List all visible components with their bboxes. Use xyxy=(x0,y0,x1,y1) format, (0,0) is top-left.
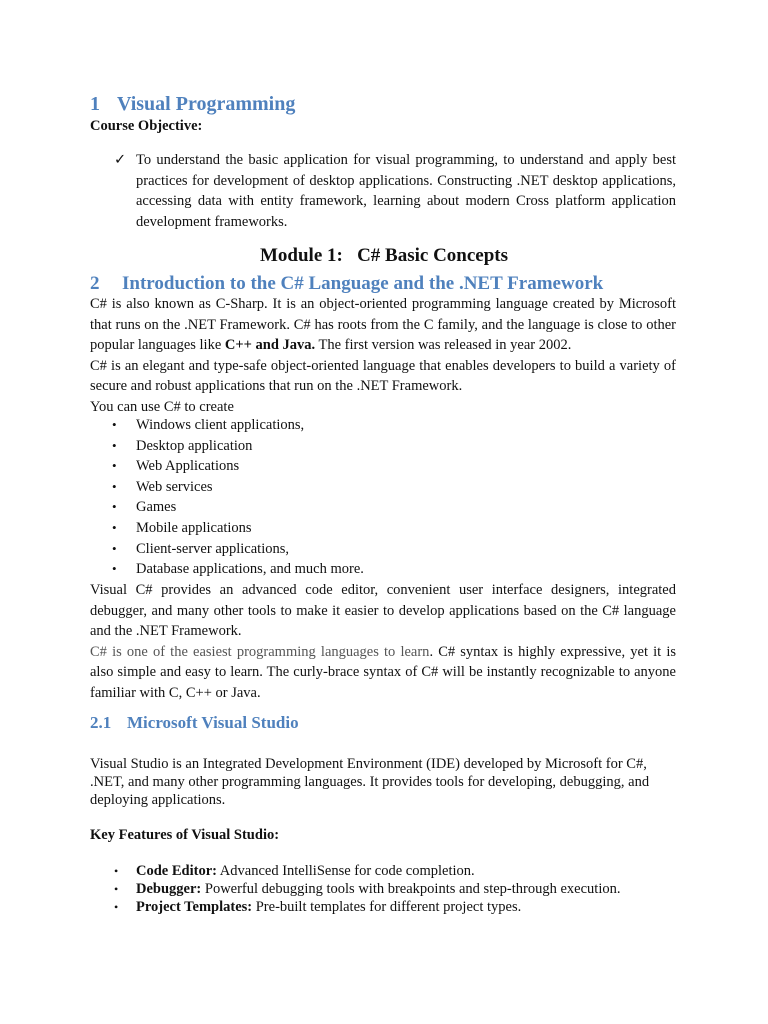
bullet-icon: • xyxy=(112,437,117,453)
course-objective-item xyxy=(114,150,676,232)
list-item: • Mobile applications xyxy=(90,518,676,539)
intro-text-part1: C# is also known as C-Sharp. It is an object-oriented programming language created by Microsoft that runs on the .NET Framework. C# has roots from the C family, and the language is close to other popular languages like xyxy=(90,296,676,353)
you-can-use-text: You can use C# to create xyxy=(90,398,234,415)
elegant-paragraph: C# is an elegant and type-safe object-oriented language that enables developers to build a variety of secure and robust applications that run on the .NET Framework. xyxy=(90,357,676,394)
key-features-title: Key Features of Visual Studio: xyxy=(90,827,280,843)
section-2-title: Introduction to the C# Language and the .NET Framework xyxy=(122,273,604,294)
feature-name: Code Editor: xyxy=(136,863,217,879)
list-item xyxy=(90,880,690,898)
easiest-rest-text: . C# syntax is highly expressive, yet it is also simple and easy to learn. The curly-brace syntax of C# will be instantly recognizable to anyone familiar with C, C++ or Java. xyxy=(90,643,676,701)
list-item xyxy=(90,898,690,916)
list-item: • Database applications, and much more. xyxy=(90,559,676,580)
bullet-icon: • xyxy=(112,458,117,474)
intro-text-part2: The first version was released in year 2002. xyxy=(315,337,572,353)
bullet-icon: • xyxy=(114,882,119,896)
section-1-number: 1 xyxy=(90,93,100,115)
feature-desc: Pre-built templates for different project types. xyxy=(252,899,522,915)
bullet-icon: • xyxy=(112,417,117,432)
easiest-paragraph xyxy=(90,642,676,704)
section-1-title: Visual Programming xyxy=(117,93,296,115)
list-item: • Client-server applications, xyxy=(90,539,676,560)
module-label: Module 1: xyxy=(259,245,343,266)
list-item xyxy=(90,862,690,880)
section-2-1-number: 2.1 xyxy=(90,713,112,732)
section-2-heading xyxy=(90,273,603,295)
course-objective-label: Course Objective: xyxy=(90,118,203,134)
section-2-number: 2 xyxy=(90,273,100,294)
feature-desc: Powerful debugging tools with breakpoints and step-through execution. xyxy=(201,881,621,897)
section-2-1-heading xyxy=(90,713,299,733)
feature-name: Project Templates: xyxy=(136,899,253,915)
bullet-icon: • xyxy=(114,864,119,878)
feature-desc: Advanced IntelliSense for code completion. xyxy=(216,863,475,879)
visual-studio-description: Visual Studio is an Integrated Development Environment (IDE) developed by Microsoft for C#, .NET, and many other programming languages. It provides tools for developing, debugging, and deploying applications. xyxy=(90,756,650,808)
bullet-icon: • xyxy=(112,478,117,494)
course-objective-text: To understand the basic application for visual programming, to understand and apply best practices for development of desktop applications. Constructing .NET desktop applications, accessing data with entity framework, learning about modern Cross platform application development frameworks. xyxy=(136,152,676,230)
intro-text-bold: C++ and Java. xyxy=(224,337,316,353)
intro-paragraph xyxy=(90,294,676,417)
easiest-gray-text: C# is one of the easiest programming languages to learn xyxy=(90,643,430,660)
uses-list xyxy=(90,415,676,580)
feature-name: Debugger: xyxy=(136,881,202,897)
module-title xyxy=(0,245,768,267)
features-list xyxy=(90,862,690,916)
bullet-icon: • xyxy=(112,519,117,535)
bullet-icon: • xyxy=(112,540,117,556)
list-item: • Web services xyxy=(90,477,676,498)
bullet-icon: • xyxy=(114,900,119,914)
section-2-1-title: Microsoft Visual Studio xyxy=(127,713,299,732)
bullet-icon: • xyxy=(112,561,117,577)
visual-csharp-paragraph: Visual C# provides an advanced code editor, convenient user interface designers, integrated debugger, and many other tools to make it easier to develop applications based on the C# language and the .NET Framework. C# is one of the easiest programming languages to learn. C# syntax is highly expressive, yet it is also simple and easy to learn. The curly-brace syntax of C# will be instantly recognizable to anyone familiar with C, C++ or Java. xyxy=(90,580,676,703)
list-item: • Web Applications xyxy=(90,456,676,477)
section-1-heading xyxy=(90,93,295,116)
list-item: • Windows client applications, xyxy=(90,415,676,436)
bullet-icon: • xyxy=(112,499,117,515)
module-name: C# Basic Concepts xyxy=(357,245,509,266)
list-item: • Games xyxy=(90,497,676,518)
checkmark-icon: ✓ xyxy=(114,152,127,168)
list-item: • Desktop application xyxy=(90,436,676,457)
